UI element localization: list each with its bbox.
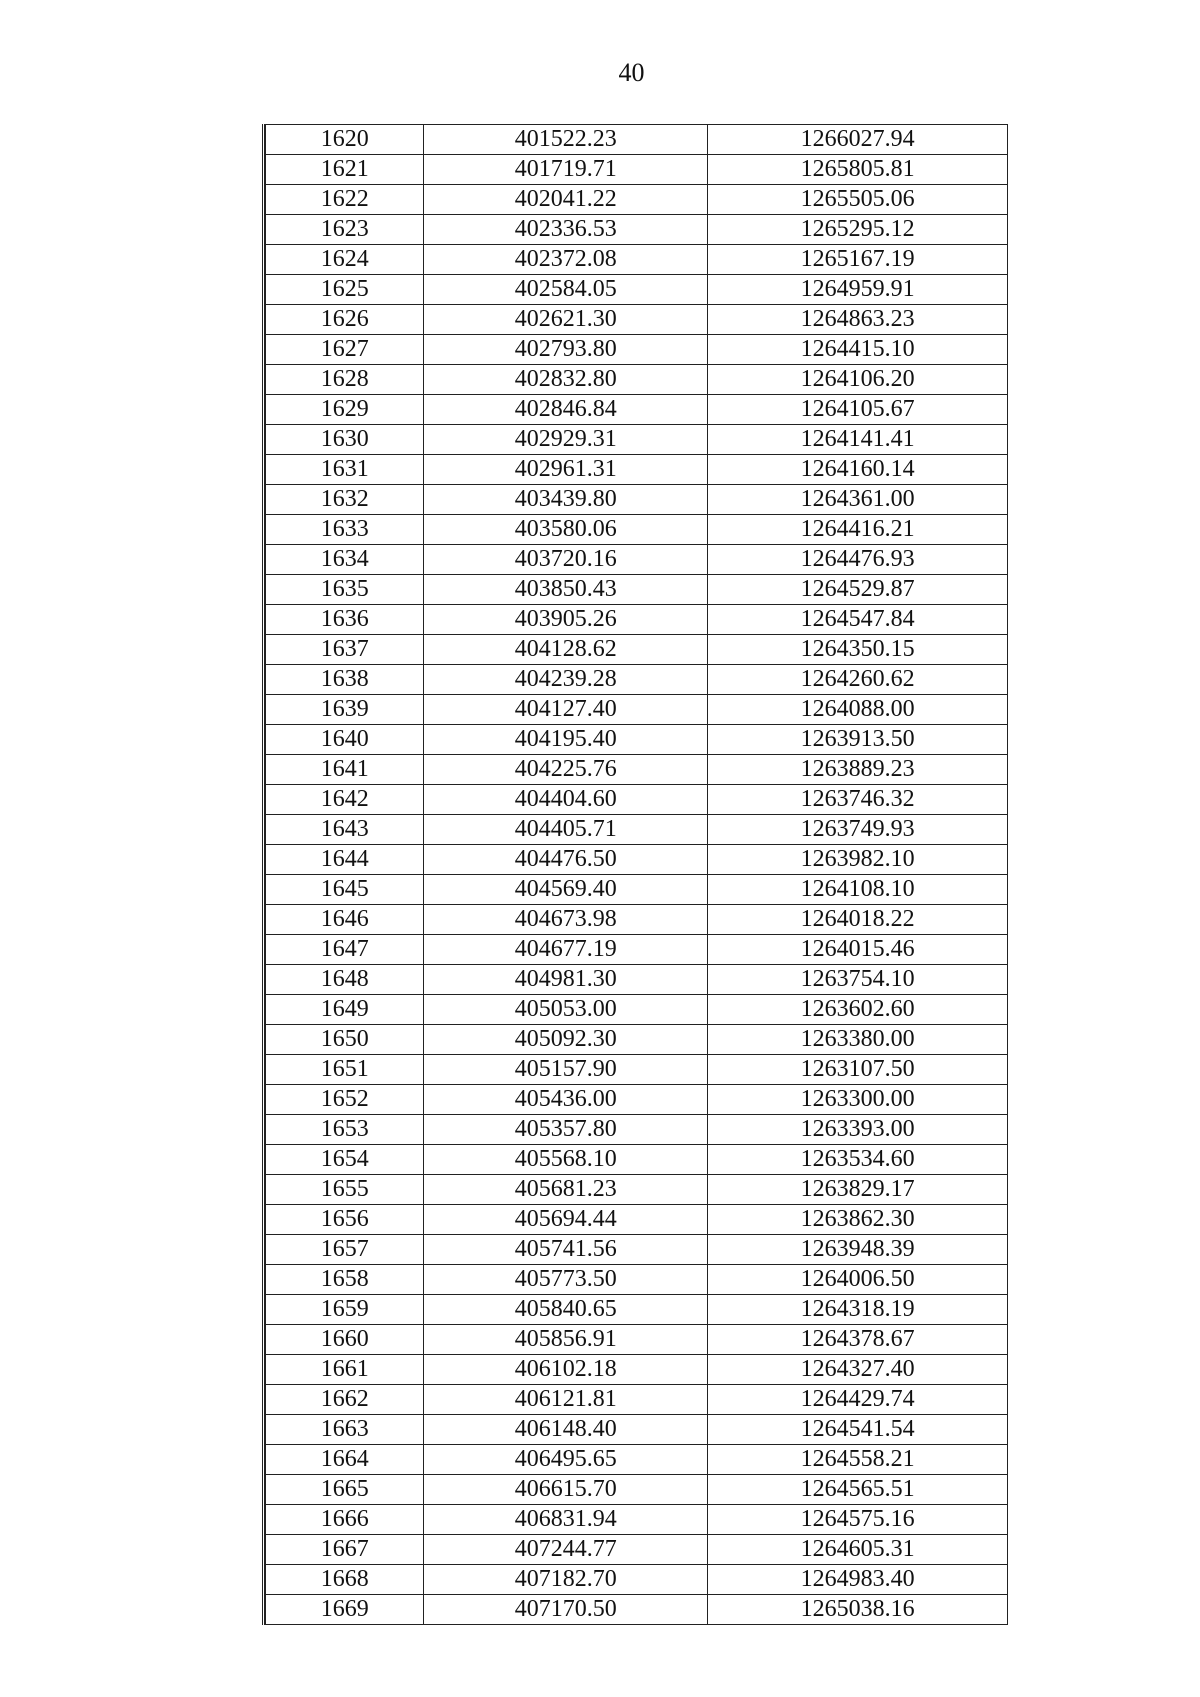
y-coordinate-cell: 1263982.10 [708, 845, 1008, 875]
table-row [266, 815, 1008, 845]
table-row [266, 1415, 1008, 1445]
point-number-cell: 1627 [266, 335, 424, 365]
table-row [266, 125, 1008, 155]
y-coordinate-cell: 1263107.50 [708, 1055, 1008, 1085]
y-coordinate-cell: 1265038.16 [708, 1595, 1008, 1625]
point-number-cell: 1632 [266, 485, 424, 515]
point-number-cell: 1651 [266, 1055, 424, 1085]
table-row [266, 1385, 1008, 1415]
x-coordinate-cell: 406102.18 [424, 1355, 708, 1385]
x-coordinate-cell: 405840.65 [424, 1295, 708, 1325]
point-number-cell: 1667 [266, 1535, 424, 1565]
x-coordinate-cell: 404981.30 [424, 965, 708, 995]
x-coordinate-cell: 405741.56 [424, 1235, 708, 1265]
point-number-cell: 1628 [266, 365, 424, 395]
point-number-cell: 1655 [266, 1175, 424, 1205]
y-coordinate-cell: 1264541.54 [708, 1415, 1008, 1445]
table-row [266, 575, 1008, 605]
y-coordinate-cell: 1264565.51 [708, 1475, 1008, 1505]
point-number-cell: 1658 [266, 1265, 424, 1295]
x-coordinate-cell: 404673.98 [424, 905, 708, 935]
y-coordinate-cell: 1263746.32 [708, 785, 1008, 815]
x-coordinate-cell: 405856.91 [424, 1325, 708, 1355]
table-row [266, 1055, 1008, 1085]
x-coordinate-cell: 402929.31 [424, 425, 708, 455]
y-coordinate-cell: 1264318.19 [708, 1295, 1008, 1325]
x-coordinate-cell: 403580.06 [424, 515, 708, 545]
point-number-cell: 1668 [266, 1565, 424, 1595]
table-row [266, 485, 1008, 515]
y-coordinate-cell: 1264006.50 [708, 1265, 1008, 1295]
table-row [266, 1565, 1008, 1595]
table-row [266, 935, 1008, 965]
table-row [266, 275, 1008, 305]
point-number-cell: 1637 [266, 635, 424, 665]
table-row [266, 725, 1008, 755]
table-row [266, 965, 1008, 995]
x-coordinate-cell: 406148.40 [424, 1415, 708, 1445]
y-coordinate-cell: 1264361.00 [708, 485, 1008, 515]
y-coordinate-cell: 1264558.21 [708, 1445, 1008, 1475]
y-coordinate-cell: 1264429.74 [708, 1385, 1008, 1415]
x-coordinate-cell: 407170.50 [424, 1595, 708, 1625]
x-coordinate-cell: 402621.30 [424, 305, 708, 335]
y-coordinate-cell: 1264108.10 [708, 875, 1008, 905]
x-coordinate-cell: 406615.70 [424, 1475, 708, 1505]
page-number: 40 [618, 58, 645, 87]
point-number-cell: 1647 [266, 935, 424, 965]
table-row [266, 425, 1008, 455]
x-coordinate-cell: 404225.76 [424, 755, 708, 785]
y-coordinate-cell: 1263602.60 [708, 995, 1008, 1025]
x-coordinate-cell: 405773.50 [424, 1265, 708, 1295]
point-number-cell: 1656 [266, 1205, 424, 1235]
point-number-cell: 1625 [266, 275, 424, 305]
x-coordinate-cell: 407244.77 [424, 1535, 708, 1565]
x-coordinate-cell: 404127.40 [424, 695, 708, 725]
x-coordinate-cell: 406495.65 [424, 1445, 708, 1475]
point-number-cell: 1638 [266, 665, 424, 695]
point-number-cell: 1635 [266, 575, 424, 605]
y-coordinate-cell: 1264575.16 [708, 1505, 1008, 1535]
y-coordinate-cell: 1264863.23 [708, 305, 1008, 335]
x-coordinate-cell: 402584.05 [424, 275, 708, 305]
table-row [266, 1175, 1008, 1205]
table-row [266, 1505, 1008, 1535]
point-number-cell: 1629 [266, 395, 424, 425]
table-row [266, 395, 1008, 425]
y-coordinate-cell: 1264529.87 [708, 575, 1008, 605]
x-coordinate-cell: 405092.30 [424, 1025, 708, 1055]
point-number-cell: 1640 [266, 725, 424, 755]
point-number-cell: 1650 [266, 1025, 424, 1055]
x-coordinate-cell: 401522.23 [424, 125, 708, 155]
point-number-cell: 1642 [266, 785, 424, 815]
point-number-cell: 1664 [266, 1445, 424, 1475]
x-coordinate-cell: 404677.19 [424, 935, 708, 965]
y-coordinate-cell: 1263754.10 [708, 965, 1008, 995]
table-row [266, 245, 1008, 275]
y-coordinate-cell: 1263913.50 [708, 725, 1008, 755]
y-coordinate-cell: 1263393.00 [708, 1115, 1008, 1145]
y-coordinate-cell: 1265505.06 [708, 185, 1008, 215]
point-number-cell: 1648 [266, 965, 424, 995]
point-number-cell: 1641 [266, 755, 424, 785]
y-coordinate-cell: 1263380.00 [708, 1025, 1008, 1055]
y-coordinate-cell: 1263534.60 [708, 1145, 1008, 1175]
y-coordinate-cell: 1264260.62 [708, 665, 1008, 695]
x-coordinate-cell: 403905.26 [424, 605, 708, 635]
y-coordinate-cell: 1264088.00 [708, 695, 1008, 725]
coordinates-table [262, 124, 1008, 1625]
y-coordinate-cell: 1264015.46 [708, 935, 1008, 965]
x-coordinate-cell: 404404.60 [424, 785, 708, 815]
table-row [266, 1355, 1008, 1385]
y-coordinate-cell: 1264106.20 [708, 365, 1008, 395]
table-row [266, 1595, 1008, 1625]
x-coordinate-cell: 402372.08 [424, 245, 708, 275]
x-coordinate-cell: 404195.40 [424, 725, 708, 755]
point-number-cell: 1662 [266, 1385, 424, 1415]
table-row [266, 1295, 1008, 1325]
x-coordinate-cell: 402041.22 [424, 185, 708, 215]
x-coordinate-cell: 404239.28 [424, 665, 708, 695]
table-row [266, 455, 1008, 485]
x-coordinate-cell: 402832.80 [424, 365, 708, 395]
point-number-cell: 1652 [266, 1085, 424, 1115]
y-coordinate-cell: 1263889.23 [708, 755, 1008, 785]
x-coordinate-cell: 405436.00 [424, 1085, 708, 1115]
table-row [266, 695, 1008, 725]
table-row [266, 1265, 1008, 1295]
y-coordinate-cell: 1263948.39 [708, 1235, 1008, 1265]
x-coordinate-cell: 406831.94 [424, 1505, 708, 1535]
table-row [266, 845, 1008, 875]
x-coordinate-cell: 402336.53 [424, 215, 708, 245]
y-coordinate-cell: 1264959.91 [708, 275, 1008, 305]
y-coordinate-cell: 1265805.81 [708, 155, 1008, 185]
point-number-cell: 1624 [266, 245, 424, 275]
table-row [266, 545, 1008, 575]
table-row [266, 755, 1008, 785]
x-coordinate-cell: 406121.81 [424, 1385, 708, 1415]
y-coordinate-cell: 1263829.17 [708, 1175, 1008, 1205]
y-coordinate-cell: 1264416.21 [708, 515, 1008, 545]
point-number-cell: 1622 [266, 185, 424, 215]
point-number-cell: 1620 [266, 125, 424, 155]
x-coordinate-cell: 403720.16 [424, 545, 708, 575]
point-number-cell: 1634 [266, 545, 424, 575]
point-number-cell: 1649 [266, 995, 424, 1025]
y-coordinate-cell: 1264350.15 [708, 635, 1008, 665]
table-row [266, 1115, 1008, 1145]
table-body [266, 125, 1008, 1625]
table-row [266, 635, 1008, 665]
point-number-cell: 1633 [266, 515, 424, 545]
x-coordinate-cell: 405694.44 [424, 1205, 708, 1235]
x-coordinate-cell: 405681.23 [424, 1175, 708, 1205]
point-number-cell: 1661 [266, 1355, 424, 1385]
x-coordinate-cell: 402846.84 [424, 395, 708, 425]
x-coordinate-cell: 403439.80 [424, 485, 708, 515]
point-number-cell: 1646 [266, 905, 424, 935]
y-coordinate-cell: 1266027.94 [708, 125, 1008, 155]
x-coordinate-cell: 402961.31 [424, 455, 708, 485]
x-coordinate-cell: 405357.80 [424, 1115, 708, 1145]
y-coordinate-cell: 1264160.14 [708, 455, 1008, 485]
point-number-cell: 1669 [266, 1595, 424, 1625]
y-coordinate-cell: 1264141.41 [708, 425, 1008, 455]
table-row [266, 905, 1008, 935]
y-coordinate-cell: 1263862.30 [708, 1205, 1008, 1235]
table-row [266, 1145, 1008, 1175]
x-coordinate-cell: 401719.71 [424, 155, 708, 185]
y-coordinate-cell: 1263300.00 [708, 1085, 1008, 1115]
point-number-cell: 1626 [266, 305, 424, 335]
x-coordinate-cell: 404128.62 [424, 635, 708, 665]
table-row [266, 1445, 1008, 1475]
table-row [266, 335, 1008, 365]
table-row [266, 1325, 1008, 1355]
y-coordinate-cell: 1265167.19 [708, 245, 1008, 275]
table-row [266, 785, 1008, 815]
table-row [266, 365, 1008, 395]
x-coordinate-cell: 405157.90 [424, 1055, 708, 1085]
table-row [266, 1535, 1008, 1565]
y-coordinate-cell: 1264476.93 [708, 545, 1008, 575]
point-number-cell: 1631 [266, 455, 424, 485]
x-coordinate-cell: 407182.70 [424, 1565, 708, 1595]
table-row [266, 1235, 1008, 1265]
x-coordinate-cell: 404569.40 [424, 875, 708, 905]
point-number-cell: 1657 [266, 1235, 424, 1265]
point-number-cell: 1639 [266, 695, 424, 725]
point-number-cell: 1623 [266, 215, 424, 245]
point-number-cell: 1630 [266, 425, 424, 455]
table-row [266, 305, 1008, 335]
y-coordinate-cell: 1264105.67 [708, 395, 1008, 425]
x-coordinate-cell: 402793.80 [424, 335, 708, 365]
table-row [266, 605, 1008, 635]
table-row [266, 665, 1008, 695]
y-coordinate-cell: 1264327.40 [708, 1355, 1008, 1385]
point-number-cell: 1666 [266, 1505, 424, 1535]
x-coordinate-cell: 404405.71 [424, 815, 708, 845]
point-number-cell: 1636 [266, 605, 424, 635]
y-coordinate-cell: 1264605.31 [708, 1535, 1008, 1565]
x-coordinate-cell: 404476.50 [424, 845, 708, 875]
point-number-cell: 1659 [266, 1295, 424, 1325]
table-row [266, 1475, 1008, 1505]
y-coordinate-cell: 1264415.10 [708, 335, 1008, 365]
y-coordinate-cell: 1264378.67 [708, 1325, 1008, 1355]
table-row [266, 1205, 1008, 1235]
table-row [266, 995, 1008, 1025]
point-number-cell: 1663 [266, 1415, 424, 1445]
y-coordinate-cell: 1263749.93 [708, 815, 1008, 845]
y-coordinate-cell: 1264018.22 [708, 905, 1008, 935]
point-number-cell: 1644 [266, 845, 424, 875]
x-coordinate-cell: 403850.43 [424, 575, 708, 605]
point-number-cell: 1665 [266, 1475, 424, 1505]
point-number-cell: 1654 [266, 1145, 424, 1175]
point-number-cell: 1621 [266, 155, 424, 185]
x-coordinate-cell: 405053.00 [424, 995, 708, 1025]
point-number-cell: 1643 [266, 815, 424, 845]
y-coordinate-cell: 1264547.84 [708, 605, 1008, 635]
table-row [266, 155, 1008, 185]
table-row [266, 875, 1008, 905]
point-number-cell: 1653 [266, 1115, 424, 1145]
point-number-cell: 1660 [266, 1325, 424, 1355]
point-number-cell: 1645 [266, 875, 424, 905]
y-coordinate-cell: 1265295.12 [708, 215, 1008, 245]
table-row [266, 185, 1008, 215]
table-row [266, 515, 1008, 545]
table-row [266, 215, 1008, 245]
table-row [266, 1025, 1008, 1055]
table-row [266, 1085, 1008, 1115]
y-coordinate-cell: 1264983.40 [708, 1565, 1008, 1595]
x-coordinate-cell: 405568.10 [424, 1145, 708, 1175]
